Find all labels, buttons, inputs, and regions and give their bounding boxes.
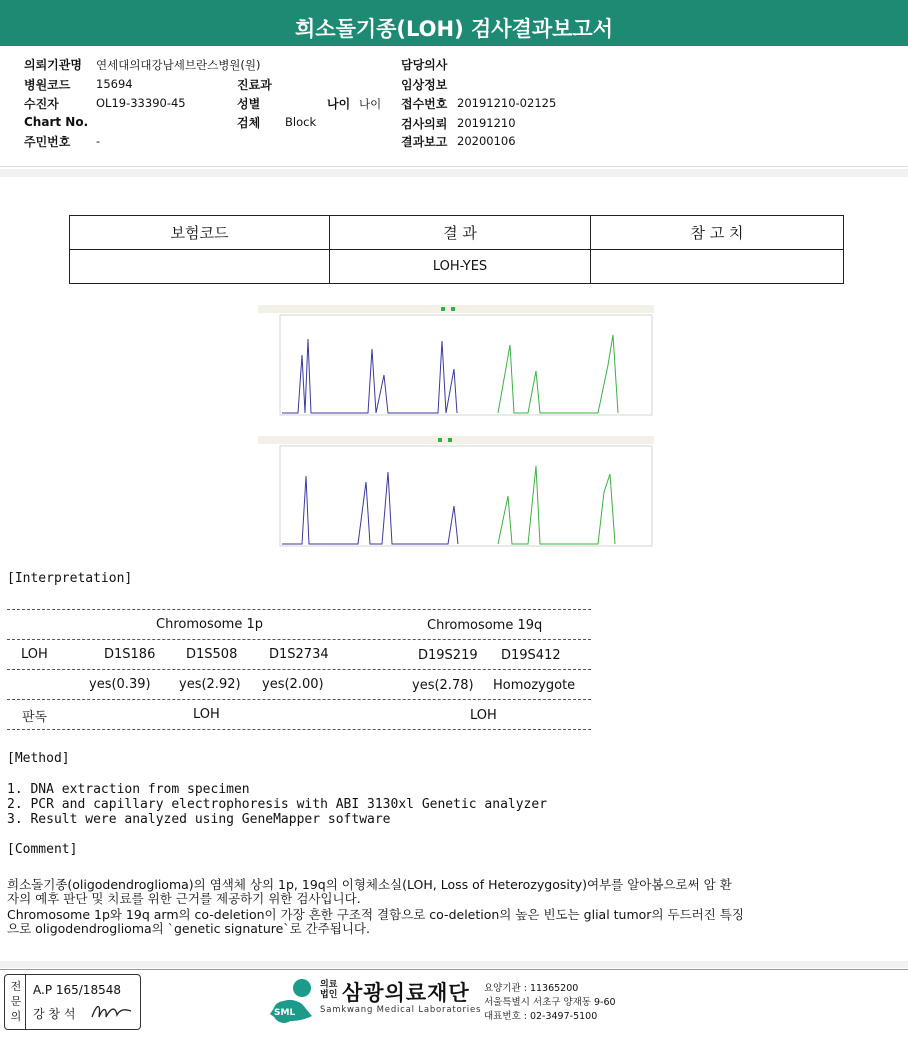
comment-line: Chromosome 1p와 19q arm의 co-deletion이 가장 흔한 구조적 결함으로 co-deletion의 높은 빈도는 glial tumor의 두드러진 특징 (7, 907, 744, 922)
method-line: 1. DNA extraction from specimen (7, 782, 250, 797)
value-d1s186: yes(0.39) (89, 677, 151, 692)
comment-line: 자의 예후 판단 및 치료를 위한 근거를 제공하기 위한 검사입니다. (7, 891, 361, 906)
divider-band (0, 169, 908, 177)
rrn-value: - (96, 134, 101, 148)
judge-1p: LOH (193, 707, 220, 722)
cell-insurance-code (70, 250, 330, 284)
dept-label: 진료과 (237, 78, 272, 92)
org-type (320, 980, 337, 1000)
footer-band (0, 961, 908, 968)
electropherogram-1-svg (258, 305, 654, 418)
org-english-name: Samkwang Medical Laboratories (320, 1005, 482, 1015)
header-result: 결 과 (330, 216, 591, 250)
code-label: 병원코드 (24, 78, 71, 92)
table-line (7, 729, 591, 730)
value-d1s2734: yes(2.00) (262, 677, 324, 692)
org-type-line: 법인 (320, 990, 338, 1000)
chart-label: Chart No. (24, 115, 89, 129)
table-line (7, 609, 591, 610)
judge-19q: LOH (470, 708, 497, 723)
comment-title: [Comment] (7, 842, 78, 857)
sml-logo-icon (268, 976, 324, 1026)
code-value: 15694 (96, 77, 133, 91)
marker-d1s186: D1S186 (104, 647, 156, 662)
header-insurance-code: 보험코드 (70, 216, 330, 250)
judge-label: 판독 (22, 710, 48, 725)
age-label: 나이 (327, 97, 351, 111)
hospital-value: 연세대의대강남세브란스병원(원) (96, 58, 261, 72)
clinical-label: 임상정보 (401, 78, 448, 92)
address: 서울특별시 서초구 양재동 9-60 (484, 997, 616, 1008)
request-value: 20191210 (457, 116, 516, 130)
chromosome-1p-label: Chromosome 1p (156, 617, 263, 632)
method-line: 3. Result were analyzed using GeneMapper software (7, 812, 391, 827)
report-value: 20200106 (457, 134, 516, 148)
rrn-label: 주민번호 (24, 135, 71, 149)
report-title: 희소돌기종(LOH) 검사결과보고서 (0, 0, 908, 46)
method-line: 2. PCR and capillary electrophoresis with ABI 3130xl Genetic analyzer (7, 797, 548, 812)
org-type-line: 의료 (320, 980, 338, 990)
interpretation-title: [Interpretation] (7, 571, 133, 586)
request-label: 검사의뢰 (401, 117, 448, 131)
marker-d1s2734: D1S2734 (269, 647, 329, 662)
specialist-name: 강 창 석 (33, 1007, 76, 1021)
result-table (69, 215, 844, 284)
specialist-label: 전문의 (10, 980, 22, 1023)
institution-code: 요양기관 : 11365200 (484, 983, 579, 994)
patient-value: OL19-33390-45 (96, 96, 186, 110)
table-line (7, 639, 591, 640)
patient-label: 수진자 (24, 97, 59, 111)
marker-d1s508: D1S508 (186, 647, 238, 662)
receipt-label: 접수번호 (401, 97, 448, 111)
specialist-box (4, 974, 141, 1030)
specimen-label: 검체 (237, 116, 261, 130)
license-number: A.P 165/18548 (33, 983, 121, 997)
comment-line: 희소돌기종(oligodendroglioma)의 염색체 상의 1p, 19q의 이형체소실(LOH, Loss of Heterozygosity)여부를 알아봄으로써 암 환 (7, 877, 732, 892)
patient-info (0, 52, 908, 164)
hospital-label: 의뢰기관명 (24, 58, 82, 72)
cell-result: LOH-YES (330, 250, 591, 284)
phone: 대표번호 : 02-3497-5100 (484, 1011, 598, 1022)
specimen-value: Block (285, 115, 317, 129)
box-divider (25, 975, 26, 1029)
comment-line: 으로 oligodendroglioma의 `genetic signature`로 간주됩니다. (7, 921, 370, 936)
table-line (7, 699, 591, 700)
marker-d19s219: D19S219 (418, 648, 478, 663)
value-d19s412: Homozygote (493, 678, 576, 693)
table-line (7, 669, 591, 670)
footer-divider (0, 969, 908, 970)
logo-text: SML (274, 1008, 296, 1018)
header-reference: 참 고 치 (591, 216, 844, 250)
cell-reference (591, 250, 844, 284)
method-title: [Method] (7, 751, 70, 766)
electropherogram-2 (258, 436, 654, 549)
receipt-value: 20191210-02125 (457, 96, 557, 110)
electropherogram-2-svg (258, 436, 654, 549)
sex-label: 성별 (237, 97, 261, 111)
loh-label: LOH (21, 647, 48, 662)
electropherogram-1 (258, 305, 654, 418)
doctor-label: 담당의사 (401, 58, 448, 72)
signature-icon (89, 1001, 135, 1023)
age-value: 나이 (359, 97, 382, 111)
chromosome-19q-label: Chromosome 19q (427, 618, 543, 633)
divider (0, 166, 908, 167)
marker-d19s412: D19S412 (501, 648, 561, 663)
value-d19s219: yes(2.78) (412, 678, 474, 693)
report-label: 결과보고 (401, 135, 448, 149)
org-name: 삼광의료재단 (342, 981, 470, 1005)
value-d1s508: yes(2.92) (179, 677, 241, 692)
